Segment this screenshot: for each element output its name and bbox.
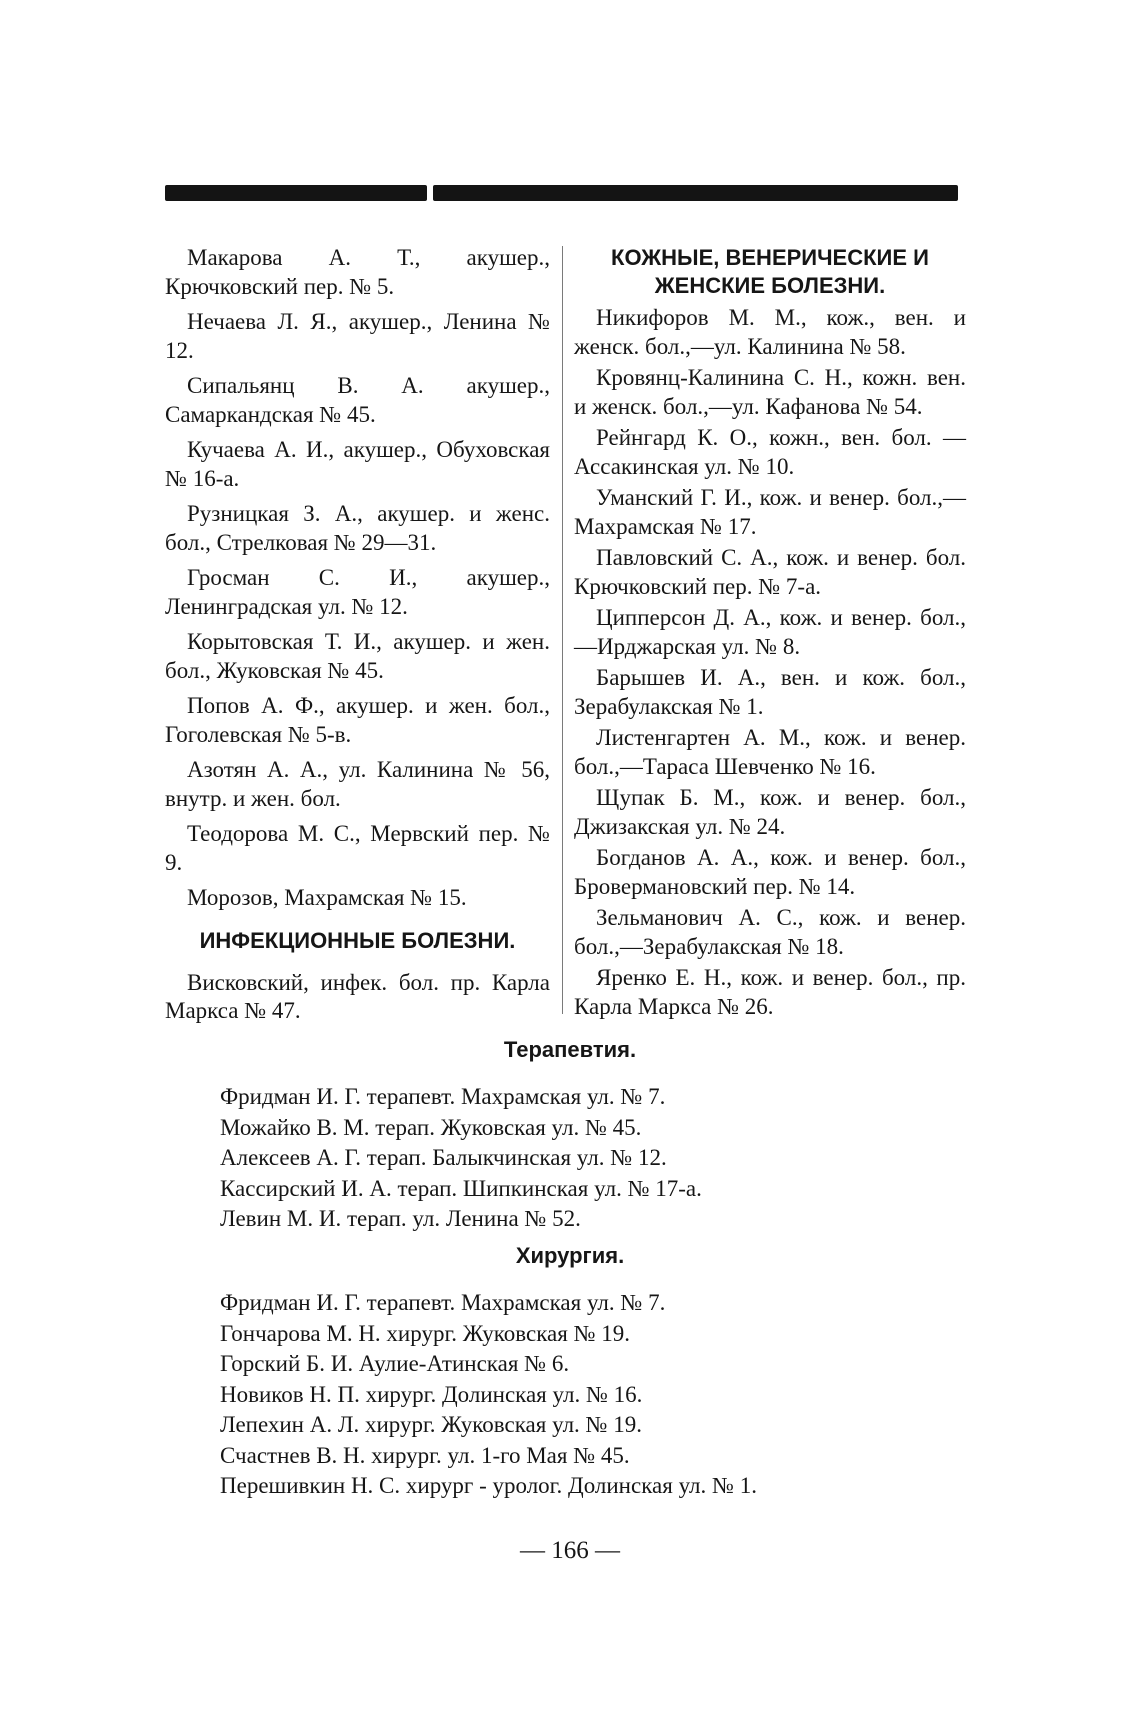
list-item: Рейнгард К. О., кожн., вен. бол. —Ассакинская ул. № 10.	[574, 425, 966, 479]
surgery-list	[220, 1288, 1020, 1502]
column-divider	[562, 246, 563, 1014]
list-item: Никифоров М. М., кож., вен. и женск. бол.,—ул. Калинина № 58.	[574, 305, 966, 359]
list-item: Уманский Г. И., кож. и венер. бол.,—Махрамская № 17.	[574, 485, 966, 539]
list-item: Алексеев А. Г. терап. Балыкчинская ул. № 12.	[220, 1145, 667, 1170]
list-item: Левин М. И. терап. ул. Ленина № 52.	[220, 1206, 581, 1231]
section-heading-line: КОЖНЫЕ, ВЕНЕРИЧЕСКИЕ И	[611, 245, 929, 270]
list-item: Новиков Н. П. хирург. Долинская ул. № 16.	[220, 1381, 643, 1407]
list-item: Ципперсон Д. А., кож. и венер. бол.,—Ирджарская ул. № 8.	[574, 605, 966, 659]
list-item: Кучаева А. И., акушер., Обуховская № 16-а.	[165, 437, 550, 491]
list-item: Гончарова М. Н. хирург. Жуковская № 19.	[220, 1320, 631, 1346]
section-heading-line: ЖЕНСКИЕ БОЛЕЗНИ.	[654, 273, 886, 298]
list-item: Горский Б. И. Аулие-Атинская № 6.	[220, 1351, 570, 1376]
list-item: Фридман И. Г. терапевт. Махрамская ул. № 7.	[220, 1290, 666, 1315]
list-item: Павловский С. А., кож. и венер. бол. Крючковский пер. № 7-а.	[574, 545, 966, 599]
section-heading-skin-venereal	[574, 244, 966, 300]
header-rule-left	[165, 185, 427, 201]
list-item: Щупак Б. М., кож. и венер. бол., Джизакская ул. № 24.	[574, 785, 966, 839]
section-title-surgery: Хирургия.	[515, 1243, 625, 1268]
list-item: Нечаева Л. Я., акушер., Ленина № 12.	[165, 309, 550, 363]
list-item: Фридман И. Г. терапевт. Махрамская ул. № 7.	[220, 1084, 666, 1109]
list-item: Богданов А. А., кож. и венер. бол., Бровермановский пер. № 14.	[574, 845, 966, 899]
list-item: Зельманович А. С., кож. и венер. бол.,—Зерабулакская № 18.	[574, 905, 966, 959]
therapy-list	[220, 1082, 1020, 1235]
list-item: Корытовская Т. И., акушер. и жен. бол., Жуковская № 45.	[165, 629, 550, 683]
list-item: Азотян А. А., ул. Калинина № 56, внутр. и жен. бол.	[165, 757, 550, 811]
list-item: Счастнев В. Н. хирург. ул. 1-го Мая № 45.	[220, 1442, 630, 1468]
list-item: Макарова А. Т., акушер., Крючковский пер. № 5.	[165, 245, 550, 299]
right-column	[574, 244, 966, 1024]
list-item: Кровянц-Калинина С. Н., кожн. вен. и женск. бол.,—ул. Кафанова № 54.	[574, 365, 966, 419]
left-column	[165, 244, 550, 1033]
section-heading-infectious: ИНФЕКЦИОННЫЕ БОЛЕЗНИ.	[199, 927, 516, 953]
list-item: Попов А. Ф., акушер. и жен. бол., Гоголевская № 5-в.	[165, 693, 550, 747]
list-item: Можайко В. М. терап. Жуковская ул. № 45.	[220, 1114, 642, 1140]
list-item: Рузницкая З. А., акушер. и женс. бол., Стрелковая № 29—31.	[165, 501, 550, 555]
list-item: Морозов, Махрамская № 15.	[187, 885, 467, 910]
list-item: Яренко Е. Н., кож. и венер. бол., пр. Карла Маркса № 26.	[574, 965, 966, 1019]
list-item: Теодорова М. С., Мервский пер. № 9.	[165, 821, 550, 875]
header-rule-right	[433, 185, 958, 201]
list-item: Барышев И. А., вен. и кож. бол., Зерабулакская № 1.	[574, 665, 966, 719]
list-item: Сипальянц В. А. акушер., Самаркандская № 45.	[165, 373, 550, 427]
list-item: Кассирский И. А. терап. Шипкинская ул. № 17-а.	[220, 1175, 702, 1201]
list-item: Листенгартен А. М., кож. и венер. бол.,—Тараса Шевченко № 16.	[574, 725, 966, 779]
list-item: Перешивкин Н. С. хирург - уролог. Долинская ул. № 1.	[220, 1473, 757, 1498]
list-item: Лепехин А. Л. хирург. Жуковская ул. № 19.	[220, 1412, 642, 1437]
section-title-therapy: Терапевтия.	[503, 1037, 637, 1062]
list-item: Висковский, инфек. бол. пр. Карла Маркса № 47.	[165, 969, 550, 1023]
list-item: Гросман С. И., акушер., Ленинградская ул. № 12.	[165, 565, 550, 619]
page-number: — 166 —	[520, 1537, 620, 1564]
